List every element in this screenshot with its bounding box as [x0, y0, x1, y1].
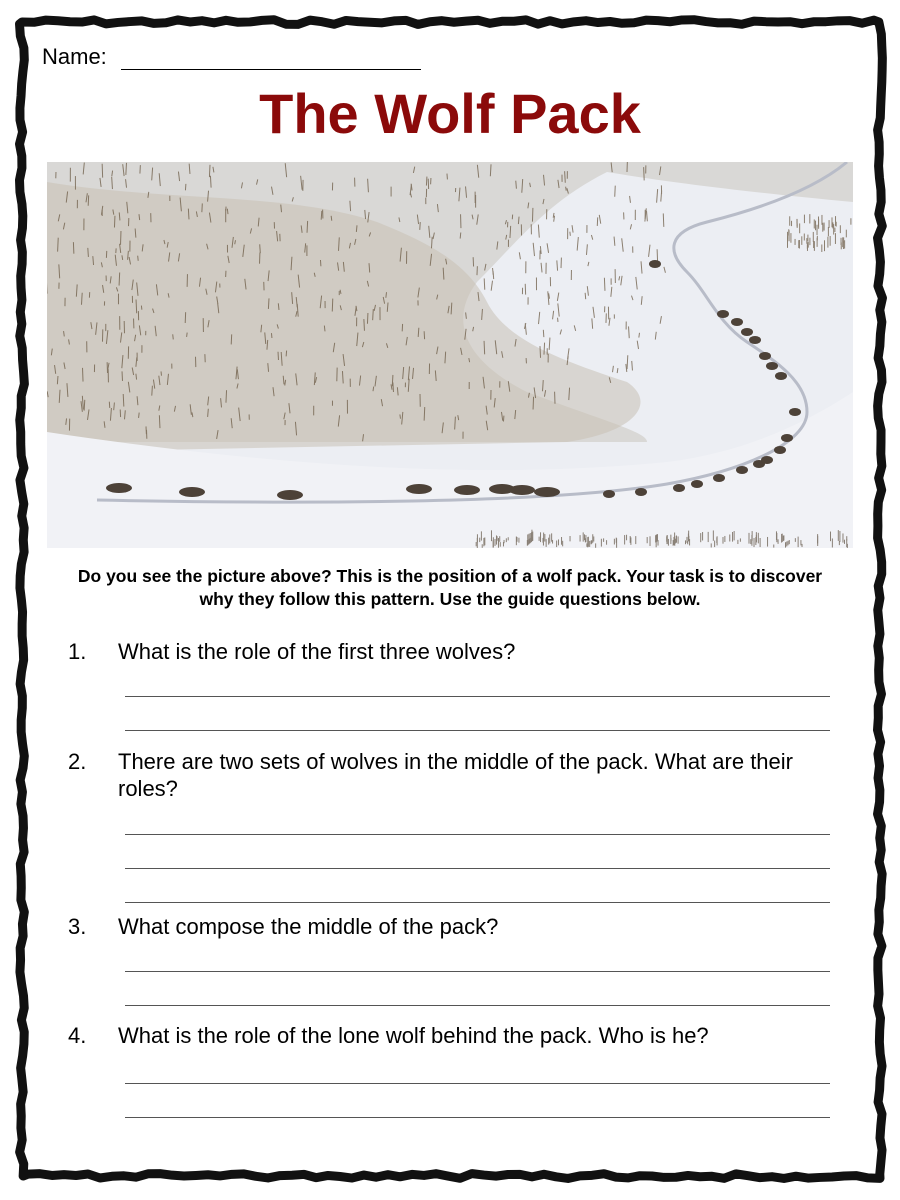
grass-tuft — [260, 244, 261, 253]
grass-tuft — [544, 343, 545, 355]
answer-line[interactable] — [125, 971, 830, 972]
grass-tuft — [426, 177, 427, 186]
question-number: 1. — [68, 639, 87, 664]
grass-tuft — [135, 228, 136, 237]
grass-tuft — [392, 375, 393, 386]
wolf — [534, 487, 560, 497]
grass-tuft — [540, 346, 541, 358]
grass-tuft — [268, 298, 269, 309]
wolf — [649, 260, 661, 268]
answer-line[interactable] — [125, 868, 830, 869]
grass-tuft — [209, 165, 210, 177]
grass-tuft — [386, 292, 387, 298]
name-label: Name: — [42, 44, 107, 69]
grass-tuft — [424, 407, 425, 421]
grass-tuft — [136, 300, 137, 314]
grass-tuft — [138, 256, 139, 261]
grass-tuft — [484, 341, 485, 354]
grass-tuft — [331, 216, 332, 221]
grass-tuft — [663, 213, 664, 226]
answer-line[interactable] — [125, 1005, 830, 1006]
grass-tuft — [615, 186, 616, 197]
grass-tuft — [604, 278, 605, 291]
grass-tuft — [119, 212, 120, 220]
question-text: There are two sets of wolves in the middle of the pack. What are their roles? — [118, 749, 793, 801]
grass-tuft — [543, 330, 544, 337]
grass-tuft — [373, 309, 374, 320]
answer-line[interactable] — [125, 730, 830, 731]
wolf — [731, 318, 743, 326]
grass-tuft — [152, 386, 153, 396]
grass-tuft — [123, 394, 124, 407]
grass-tuft — [332, 299, 333, 312]
question-4 — [68, 1022, 848, 1049]
question-1 — [68, 638, 848, 665]
grass-tuft — [83, 368, 84, 382]
wolf — [603, 490, 615, 498]
wolf — [106, 483, 132, 493]
wolf — [509, 485, 535, 495]
question-number: 4. — [68, 1023, 87, 1048]
question-text: What compose the middle of the pack? — [118, 914, 499, 939]
grass-tuft — [484, 278, 485, 289]
wolf — [766, 362, 778, 370]
wolf — [774, 446, 786, 454]
grass-tuft — [350, 201, 351, 211]
grass-tuft — [208, 409, 209, 417]
grass-tuft — [373, 387, 374, 392]
name-blank-line[interactable] — [121, 49, 421, 70]
grass-tuft — [400, 414, 401, 418]
grass-tuft — [516, 181, 517, 189]
grass-tuft — [188, 209, 189, 220]
grass-tuft — [159, 415, 160, 428]
answer-line[interactable] — [125, 696, 830, 697]
wolf-pack-photo — [47, 162, 853, 548]
wolf — [277, 490, 303, 500]
grass-tuft — [321, 211, 322, 220]
question-text: What is the role of the first three wolves? — [118, 639, 516, 664]
wolf — [759, 352, 771, 360]
answer-line[interactable] — [125, 902, 830, 903]
grass-tuft — [210, 176, 211, 188]
grass-tuft — [139, 214, 140, 220]
wolf — [713, 474, 725, 482]
grass-tuft — [136, 374, 137, 380]
answer-line[interactable] — [125, 834, 830, 835]
question-text: What is the role of the lone wolf behind the pack. Who is he? — [118, 1023, 709, 1048]
grass-tuft — [566, 187, 567, 191]
grass-tuft — [369, 263, 370, 272]
grass-tuft — [173, 334, 174, 339]
grass-tuft — [278, 303, 279, 310]
wolf — [454, 485, 480, 495]
wolf — [761, 456, 773, 464]
grass-tuft — [102, 164, 103, 178]
grass-tuft — [307, 221, 308, 233]
grass-tuft — [490, 164, 491, 176]
grass-tuft — [226, 390, 227, 402]
grass-tuft — [585, 293, 586, 299]
grass-tuft — [418, 328, 419, 337]
question-number: 3. — [68, 914, 87, 939]
grass-tuft — [451, 303, 452, 315]
grass-tuft — [455, 417, 456, 430]
wolf — [179, 487, 205, 497]
grass-tuft — [639, 333, 640, 338]
question-2 — [68, 748, 848, 802]
grass-tuft — [445, 352, 446, 364]
grass-tuft — [518, 217, 519, 224]
grass-tuft — [393, 382, 394, 392]
answer-line[interactable] — [125, 1083, 830, 1084]
grass-tuft — [139, 413, 140, 418]
grass-tuft — [565, 171, 566, 183]
grass-tuft — [493, 268, 494, 275]
wolf — [673, 484, 685, 492]
wolf — [741, 328, 753, 336]
intro-instructions: Do you see the picture above? This is the position of a wolf pack. Your task is to discover why they follow this pattern. Use the guide questions below. — [77, 566, 823, 609]
worksheet-title: The Wolf Pack — [259, 82, 641, 145]
grass-tuft — [420, 222, 421, 230]
grass-tuft — [431, 237, 432, 249]
wolf — [717, 310, 729, 318]
wolf — [781, 434, 793, 442]
grass-tuft — [356, 225, 357, 232]
grass-tuft — [460, 233, 461, 239]
grass-tuft — [227, 209, 228, 214]
question-3 — [68, 913, 848, 940]
answer-line[interactable] — [125, 1117, 830, 1118]
wolf — [775, 372, 787, 380]
grass-tuft — [57, 376, 58, 384]
grass-tuft — [119, 273, 120, 286]
grass-tuft — [84, 400, 85, 411]
wolf — [691, 480, 703, 488]
grass-tuft — [644, 167, 645, 180]
wolf — [736, 466, 748, 474]
name-field — [42, 44, 421, 70]
grass-tuft — [88, 248, 89, 257]
grass-tuft — [114, 402, 115, 410]
grass-tuft — [364, 319, 365, 331]
grass-tuft — [629, 326, 630, 338]
grass-tuft — [126, 163, 127, 175]
wolf — [635, 488, 647, 496]
wolf — [749, 336, 761, 344]
question-number: 2. — [68, 749, 87, 774]
grass-tuft — [58, 238, 59, 252]
grass-tuft — [324, 326, 325, 332]
wolf — [789, 408, 801, 416]
grass-tuft — [187, 333, 188, 337]
wolf — [406, 484, 432, 494]
